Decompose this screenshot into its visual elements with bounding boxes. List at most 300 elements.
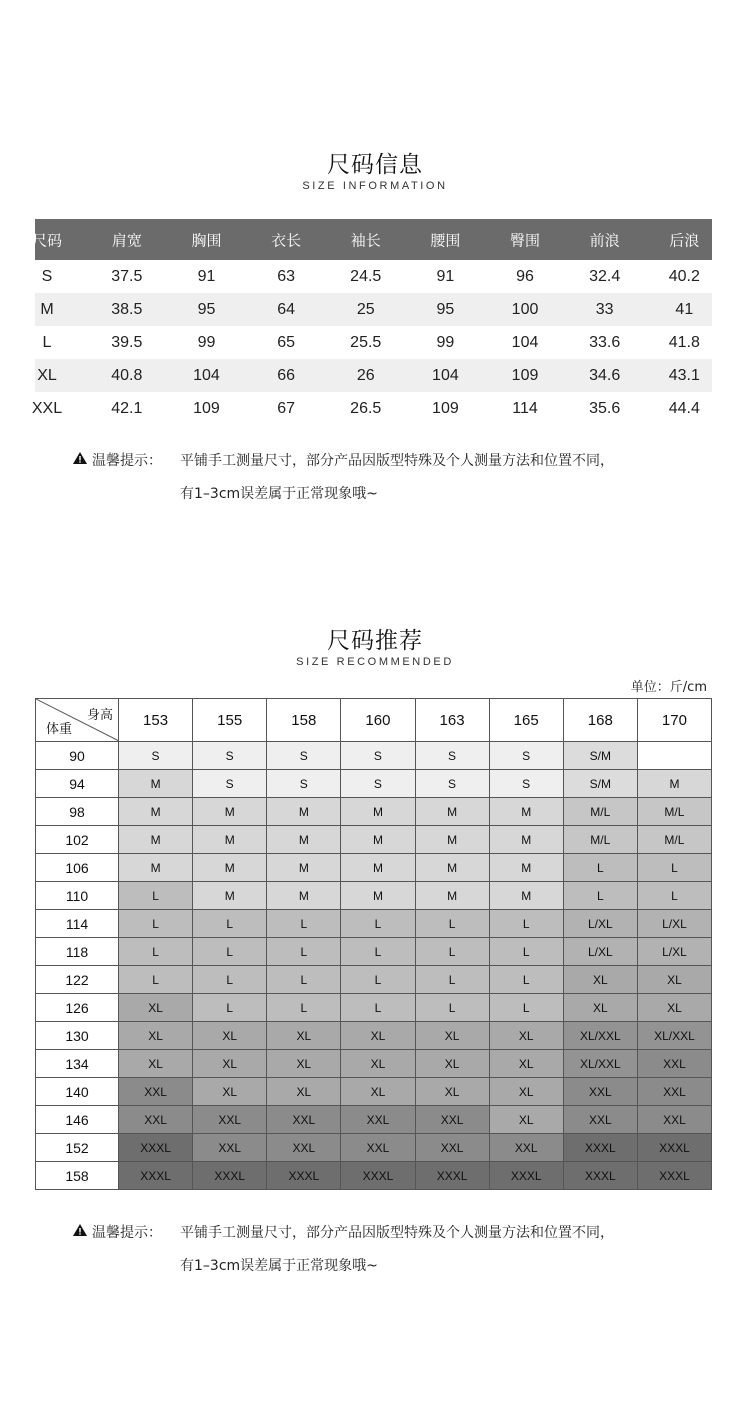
size-cell: M <box>489 854 563 882</box>
size-cell: S <box>341 770 415 798</box>
size-cell: XXL <box>563 1078 637 1106</box>
size-cell: M <box>267 826 341 854</box>
size-cell <box>637 742 711 770</box>
size-cell: XXXL <box>341 1162 415 1190</box>
size-cell: XXL <box>267 1134 341 1162</box>
size-info-cell <box>632 392 712 425</box>
size-cell: L <box>563 882 637 910</box>
cell-value: XXL <box>31 399 63 417</box>
size-info-header-cell <box>393 219 473 260</box>
size-info-header-cell <box>314 219 394 260</box>
size-cell: XL <box>415 1022 489 1050</box>
size-info-header-cell <box>154 219 234 260</box>
size-cell: XL <box>415 1050 489 1078</box>
size-info-header-row <box>31 219 712 260</box>
cell-value: 66 <box>277 366 296 384</box>
size-rec-table <box>35 698 712 1190</box>
size-cell: L <box>267 938 341 966</box>
size-cell: XL <box>119 1022 193 1050</box>
size-cell: M <box>341 798 415 826</box>
size-info-cell <box>75 326 155 359</box>
cell-value: 65 <box>277 333 296 351</box>
cell-value: 39.5 <box>111 333 143 351</box>
cell-value: 43.1 <box>668 366 700 384</box>
size-cell: S <box>415 770 489 798</box>
cell-value: 67 <box>277 399 296 417</box>
size-cell: XL/XXL <box>563 1050 637 1078</box>
size-cell: M <box>415 826 489 854</box>
size-cell: M/L <box>637 798 711 826</box>
size-cell: XL <box>119 1050 193 1078</box>
cell-value: 35.6 <box>589 399 621 417</box>
size-info-subtitle: SIZE INFORMATION <box>302 180 448 192</box>
cell-value: 25.5 <box>350 333 382 351</box>
size-cell: M <box>193 882 267 910</box>
size-rec-note <box>72 1222 712 1275</box>
size-rec-body <box>36 742 712 1190</box>
size-cell: L <box>489 938 563 966</box>
cell-value: 99 <box>436 333 455 351</box>
cell-value: 25 <box>356 300 375 318</box>
size-cell: XXXL <box>119 1162 193 1190</box>
size-cell: XL/XXL <box>563 1022 637 1050</box>
size-cell: M <box>341 854 415 882</box>
size-cell: XL <box>193 1022 267 1050</box>
size-cell: L <box>489 966 563 994</box>
size-cell: S <box>267 742 341 770</box>
size-info-header-cell <box>473 219 553 260</box>
size-info-cell <box>314 392 394 425</box>
note-line-2: 有1–3cm误差属于正常现象哦~ <box>180 486 378 502</box>
size-cell: L <box>341 994 415 1022</box>
size-rec-row <box>36 798 712 826</box>
cell-value: 32.4 <box>589 267 621 285</box>
size-cell: L <box>637 854 711 882</box>
size-cell: M <box>341 882 415 910</box>
cell-value: 95 <box>436 300 455 318</box>
size-rec-row <box>36 938 712 966</box>
size-cell: XXL <box>193 1134 267 1162</box>
size-info-header-cell <box>31 219 75 260</box>
size-rec-row <box>36 910 712 938</box>
size-cell: L <box>119 938 193 966</box>
size-info-cell <box>75 293 155 326</box>
size-cell: M <box>637 770 711 798</box>
cell-value: XL <box>37 366 57 384</box>
size-cell: XXL <box>119 1106 193 1134</box>
size-info-row <box>35 293 712 326</box>
weight-cell: 158 <box>36 1162 119 1190</box>
size-cell: L <box>489 910 563 938</box>
cell-value: L <box>42 333 52 351</box>
size-info-cell <box>473 359 553 392</box>
size-cell: XL <box>489 1106 563 1134</box>
size-cell: M <box>341 826 415 854</box>
size-cell: M <box>193 798 267 826</box>
size-cell: S/M <box>563 770 637 798</box>
size-cell: M <box>119 770 193 798</box>
weight-cell: 94 <box>36 770 119 798</box>
size-cell: L <box>415 938 489 966</box>
height-header-cell: 158 <box>267 699 341 742</box>
size-info-title: 尺码信息 <box>327 152 423 178</box>
header-label: 前浪 <box>589 231 620 249</box>
size-info-cell <box>35 260 75 293</box>
weight-cell: 114 <box>36 910 119 938</box>
cell-value: 100 <box>511 300 539 318</box>
size-info-cell <box>473 326 553 359</box>
size-cell: XXL <box>415 1106 489 1134</box>
size-rec-row <box>36 1022 712 1050</box>
size-cell: M <box>489 882 563 910</box>
size-info-row <box>35 359 712 392</box>
size-rec-row <box>36 882 712 910</box>
size-info-row <box>31 392 712 425</box>
size-cell: M <box>415 798 489 826</box>
size-cell: XL <box>415 1078 489 1106</box>
size-info-row <box>35 260 712 293</box>
size-info-cell <box>234 260 314 293</box>
note-line-1: 平铺手工测量尺寸，部分产品因版型特殊及个人测量方法和位置不同， <box>180 453 614 469</box>
size-cell: M/L <box>637 826 711 854</box>
cell-value: 104 <box>511 333 539 351</box>
size-info-cell <box>314 359 394 392</box>
size-rec-row <box>36 742 712 770</box>
height-header-cell: 155 <box>193 699 267 742</box>
cell-value: 104 <box>193 366 220 384</box>
header-label: 腰围 <box>430 231 461 249</box>
size-cell: XXXL <box>119 1134 193 1162</box>
size-cell: M <box>267 882 341 910</box>
size-info-cell <box>553 326 633 359</box>
size-info-cell <box>473 392 553 425</box>
corner-weight-label: 体重 <box>46 722 73 737</box>
size-cell: XXXL <box>637 1162 711 1190</box>
cell-value: 96 <box>516 267 534 285</box>
size-info-cell <box>632 260 712 293</box>
size-cell: L <box>119 966 193 994</box>
note-line-1: 平铺手工测量尺寸，部分产品因版型特殊及个人测量方法和位置不同， <box>180 1225 614 1241</box>
cell-value: 38.5 <box>111 300 143 318</box>
size-rec-title: 尺码推荐 <box>327 628 423 654</box>
size-cell: XL <box>267 1078 341 1106</box>
size-cell: XL <box>267 1022 341 1050</box>
unit-label: 单位：斤/cm <box>630 680 707 695</box>
size-cell: XL <box>341 1078 415 1106</box>
size-cell: L <box>193 994 267 1022</box>
cell-value: 24.5 <box>350 267 382 285</box>
size-cell: S <box>193 770 267 798</box>
size-info-cell <box>393 260 473 293</box>
size-info-cell <box>35 293 75 326</box>
warning-triangle-icon <box>72 451 92 469</box>
size-cell: L <box>415 966 489 994</box>
size-cell: XXL <box>119 1078 193 1106</box>
size-cell: M <box>119 854 193 882</box>
size-cell: L <box>563 854 637 882</box>
size-cell: L/XL <box>637 938 711 966</box>
header-label: 尺码 <box>31 231 63 249</box>
header-label: 臀围 <box>510 231 541 249</box>
size-cell: XL <box>637 994 711 1022</box>
size-info-cell <box>154 326 234 359</box>
cell-value: 109 <box>193 399 220 417</box>
weight-cell: 130 <box>36 1022 119 1050</box>
size-cell: L <box>637 882 711 910</box>
size-cell: S <box>489 742 563 770</box>
size-cell: L <box>415 910 489 938</box>
size-cell: XL/XXL <box>637 1022 711 1050</box>
size-info-cell <box>31 392 75 425</box>
size-rec-row <box>36 826 712 854</box>
size-cell: XL <box>489 1078 563 1106</box>
cell-value: 33.6 <box>589 333 621 351</box>
cell-value: 64 <box>277 300 296 318</box>
size-info-cell <box>234 293 314 326</box>
size-cell: L <box>193 938 267 966</box>
note-label: 温馨提示： <box>92 1225 162 1241</box>
size-cell: XL <box>341 1022 415 1050</box>
height-header-cell: 163 <box>415 699 489 742</box>
weight-cell: 140 <box>36 1078 119 1106</box>
size-cell: XXXL <box>489 1162 563 1190</box>
size-info-cell <box>154 392 234 425</box>
size-cell: XXL <box>341 1134 415 1162</box>
cell-value: 63 <box>277 267 296 285</box>
size-rec-row <box>36 994 712 1022</box>
cell-value: M <box>40 300 54 318</box>
size-cell: S <box>193 742 267 770</box>
size-rec-header-row <box>36 699 712 742</box>
weight-cell: 110 <box>36 882 119 910</box>
cell-value: 99 <box>197 333 216 351</box>
weight-cell: 134 <box>36 1050 119 1078</box>
size-cell: L <box>267 966 341 994</box>
size-cell: M <box>415 854 489 882</box>
cell-value: 104 <box>432 366 459 384</box>
size-cell: XXXL <box>563 1162 637 1190</box>
size-cell: L <box>193 910 267 938</box>
size-cell: L <box>341 966 415 994</box>
size-cell: M <box>489 826 563 854</box>
corner-height-label: 身高 <box>86 708 113 723</box>
size-cell: L <box>415 994 489 1022</box>
size-cell: XL <box>193 1078 267 1106</box>
size-cell: XXL <box>637 1050 711 1078</box>
size-cell: L <box>489 994 563 1022</box>
size-cell: XL <box>119 994 193 1022</box>
size-info-cell <box>632 293 712 326</box>
size-rec-row <box>36 854 712 882</box>
size-rec-row <box>36 770 712 798</box>
cell-value: 40.8 <box>111 366 143 384</box>
cell-value: 109 <box>432 399 459 417</box>
size-cell: S <box>341 742 415 770</box>
size-rec-row <box>36 1162 712 1190</box>
size-cell: XXXL <box>563 1134 637 1162</box>
size-cell: XXL <box>563 1106 637 1134</box>
size-cell: S <box>415 742 489 770</box>
size-info-cell <box>154 359 234 392</box>
size-info-cell <box>393 392 473 425</box>
size-cell: L <box>341 938 415 966</box>
size-cell: XL <box>489 1050 563 1078</box>
weight-cell: 126 <box>36 994 119 1022</box>
size-cell: S <box>267 770 341 798</box>
size-info-cell <box>473 260 553 293</box>
size-cell: XL <box>563 994 637 1022</box>
size-cell: XL <box>489 1022 563 1050</box>
size-cell: L <box>267 910 341 938</box>
size-cell: M/L <box>563 826 637 854</box>
size-cell: M/L <box>563 798 637 826</box>
size-info-cell <box>553 392 633 425</box>
size-info-header-cell <box>632 219 712 260</box>
size-cell: M <box>415 882 489 910</box>
size-cell: XXL <box>637 1078 711 1106</box>
header-label: 后浪 <box>669 231 700 249</box>
size-cell: L/XL <box>563 910 637 938</box>
size-cell: XXXL <box>415 1162 489 1190</box>
header-label: 肩宽 <box>111 231 142 249</box>
size-info-cell <box>314 293 394 326</box>
size-info-body <box>31 260 712 425</box>
size-cell: M <box>267 854 341 882</box>
cell-value: 26.5 <box>350 399 382 417</box>
cell-value: 44.4 <box>668 399 700 417</box>
height-header-cell: 153 <box>119 699 193 742</box>
height-header-cell: 165 <box>489 699 563 742</box>
cell-value: 37.5 <box>111 267 143 285</box>
height-header-cell: 160 <box>341 699 415 742</box>
size-info-cell <box>35 326 75 359</box>
weight-cell: 152 <box>36 1134 119 1162</box>
size-info-cell <box>632 326 712 359</box>
warning-triangle-icon <box>72 1223 92 1241</box>
cell-value: 40.2 <box>668 267 700 285</box>
size-cell: XXXL <box>637 1134 711 1162</box>
size-info-cell <box>393 326 473 359</box>
cell-value: 34.6 <box>589 366 621 384</box>
size-cell: XXL <box>489 1134 563 1162</box>
weight-cell: 98 <box>36 798 119 826</box>
size-cell: L <box>119 910 193 938</box>
size-cell: L <box>267 994 341 1022</box>
size-info-cell <box>553 359 633 392</box>
size-info-cell <box>154 293 234 326</box>
size-info-cell <box>234 359 314 392</box>
size-rec-subtitle: SIZE RECOMMENDED <box>296 656 454 668</box>
size-info-table <box>31 219 712 425</box>
size-rec-row <box>36 1106 712 1134</box>
size-cell: L/XL <box>563 938 637 966</box>
size-info-cell <box>393 359 473 392</box>
cell-value: 42.1 <box>111 399 143 417</box>
note-label: 温馨提示： <box>92 453 162 469</box>
size-cell: XXL <box>341 1106 415 1134</box>
header-label: 胸围 <box>191 231 222 249</box>
cell-value: 109 <box>511 366 539 384</box>
size-info-cell <box>75 359 155 392</box>
weight-cell: 90 <box>36 742 119 770</box>
size-cell: S <box>489 770 563 798</box>
size-cell: S <box>119 742 193 770</box>
size-cell: S/M <box>563 742 637 770</box>
size-rec-row <box>36 966 712 994</box>
cell-value: S <box>41 267 53 285</box>
size-rec-row <box>36 1134 712 1162</box>
size-info-header-cell <box>553 219 633 260</box>
cell-value: 41.8 <box>668 333 700 351</box>
size-cell: L/XL <box>637 910 711 938</box>
weight-cell: 106 <box>36 854 119 882</box>
cell-value: 114 <box>512 399 538 417</box>
size-info-cell <box>234 326 314 359</box>
size-info-cell <box>553 260 633 293</box>
size-cell: L <box>341 910 415 938</box>
note-line-2: 有1–3cm误差属于正常现象哦~ <box>180 1258 378 1274</box>
size-cell: M <box>119 826 193 854</box>
size-cell: XL <box>267 1050 341 1078</box>
weight-cell: 122 <box>36 966 119 994</box>
size-cell: M <box>489 798 563 826</box>
cell-value: 91 <box>436 267 455 285</box>
size-info-cell <box>35 359 75 392</box>
size-cell: XL <box>193 1050 267 1078</box>
cell-value: 95 <box>197 300 216 318</box>
cell-value: 26 <box>356 366 375 384</box>
size-cell: XXL <box>637 1106 711 1134</box>
cell-value: 33 <box>595 300 614 318</box>
size-cell: M <box>267 798 341 826</box>
size-rec-row <box>36 1050 712 1078</box>
size-cell: XL <box>637 966 711 994</box>
size-info-cell <box>314 260 394 293</box>
size-rec-row <box>36 1078 712 1106</box>
size-info-cell <box>393 293 473 326</box>
weight-cell: 102 <box>36 826 119 854</box>
corner-cell <box>36 699 119 742</box>
size-info-cell <box>473 293 553 326</box>
size-cell: M <box>193 826 267 854</box>
size-cell: M <box>193 854 267 882</box>
cell-value: 41 <box>675 300 694 318</box>
size-info-cell <box>553 293 633 326</box>
size-info-row <box>35 326 712 359</box>
header-label: 衣长 <box>271 231 302 249</box>
height-header-cell: 168 <box>563 699 637 742</box>
size-cell: XL <box>563 966 637 994</box>
size-info-header-cell <box>75 219 155 260</box>
size-info-cell <box>632 359 712 392</box>
size-cell: XXL <box>267 1106 341 1134</box>
weight-cell: 146 <box>36 1106 119 1134</box>
size-info-cell <box>75 260 155 293</box>
size-info-header-cell <box>234 219 314 260</box>
size-cell: M <box>119 798 193 826</box>
size-cell: XXL <box>415 1134 489 1162</box>
size-info-cell <box>154 260 234 293</box>
size-info-cell <box>314 326 394 359</box>
header-label: 袖长 <box>350 231 381 249</box>
size-cell: XXL <box>193 1106 267 1134</box>
size-info-cell <box>75 392 155 425</box>
size-info-note <box>72 450 712 503</box>
size-cell: L <box>193 966 267 994</box>
height-header-cell: 170 <box>637 699 711 742</box>
size-cell: XXXL <box>193 1162 267 1190</box>
size-cell: XXXL <box>267 1162 341 1190</box>
